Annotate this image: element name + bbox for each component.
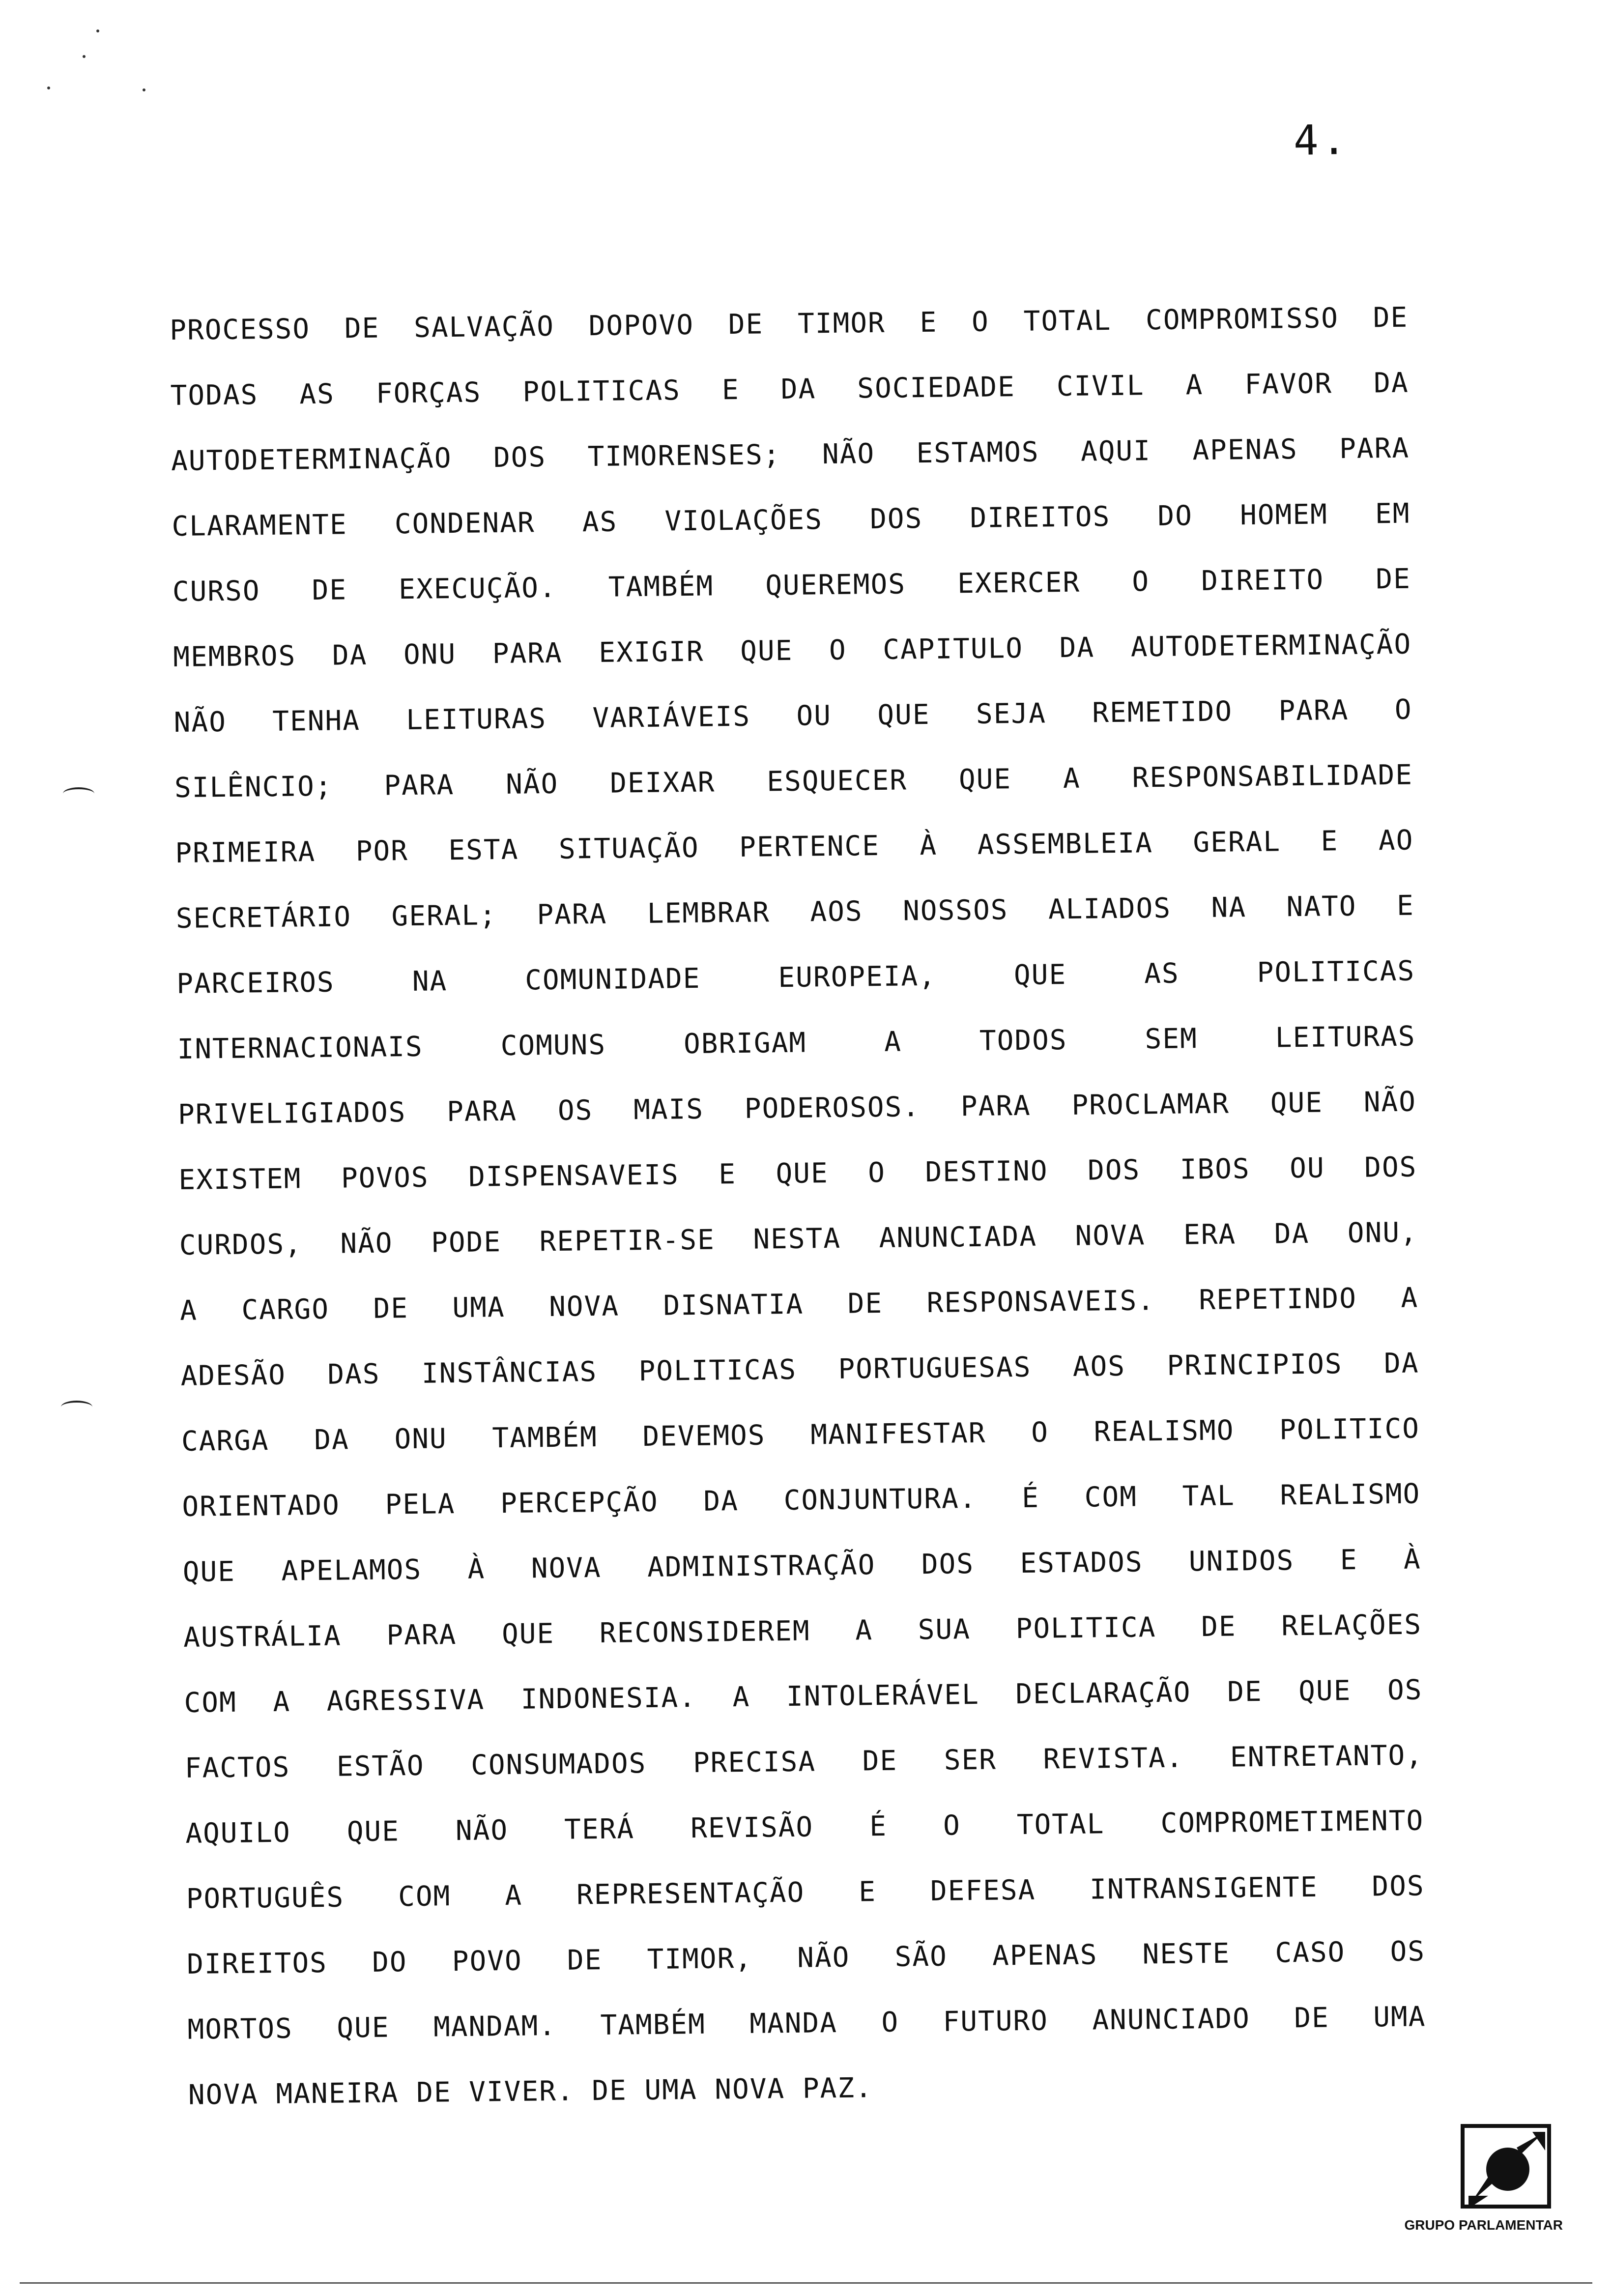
text-line: AQUILO QUE NÃO TERÁ REVISÃO É O TOTAL COMPROMETIMENTO bbox=[185, 1805, 1424, 1850]
scan-speck bbox=[96, 29, 99, 32]
document-body bbox=[170, 302, 1427, 2145]
text-line: NÃO TENHA LEITURAS VARIÁVEIS OU QUE SEJA REMETIDO PARA O bbox=[173, 693, 1412, 739]
text-line: DIREITOS DO POVO DE TIMOR, NÃO SÃO APENAS NESTE CASO OS bbox=[186, 1935, 1426, 1980]
text-line: TODAS AS FORÇAS POLITICAS E DA SOCIEDADE CIVIL A FAVOR DA bbox=[170, 367, 1409, 412]
text-line: NOVA MANEIRA DE VIVER. DE UMA NOVA PAZ. bbox=[188, 2072, 873, 2111]
text-line: COM A AGRESSIVA INDONESIA. A INTOLERÁVEL DECLARAÇÃO DE QUE OS bbox=[184, 1674, 1423, 1719]
text-line: PARCEIROS NA COMUNIDADE EUROPEIA, QUE AS POLITICAS bbox=[176, 955, 1415, 1000]
text-line: ORIENTADO PELA PERCEPÇÃO DA CONJUNTURA. É COM TAL REALISMO bbox=[182, 1478, 1421, 1523]
text-line: A CARGO DE UMA NOVA DISNATIA DE RESPONSAVEIS. REPETINDO A bbox=[179, 1282, 1419, 1327]
page-number: 4. bbox=[1293, 115, 1350, 165]
text-line: MEMBROS DA ONU PARA EXIGIR QUE O CAPITULO DA AUTODETERMINAÇÃO bbox=[173, 628, 1412, 673]
text-line: ADESÃO DAS INSTÂNCIAS POLITICAS PORTUGUESAS AOS PRINCIPIOS DA bbox=[180, 1347, 1419, 1392]
punch-hole-mark bbox=[63, 787, 94, 800]
text-line: INTERNACIONAIS COMUNS OBRIGAM A TODOS SEM LEITURAS bbox=[177, 1020, 1416, 1065]
text-line: CARGA DA ONU TAMBÉM DEVEMOS MANIFESTAR O REALISMO POLITICO bbox=[181, 1412, 1420, 1458]
text-line: CURSO DE EXECUÇÃO. TAMBÉM QUEREMOS EXERCER O DIREITO DE bbox=[172, 563, 1411, 608]
text-line: PROCESSO DE SALVAÇÃO DOPOVO DE TIMOR E O TOTAL COMPROMISSO DE bbox=[170, 301, 1409, 346]
grupo-parlamentar-logo-icon bbox=[1459, 2122, 1553, 2210]
text-line: CLARAMENTE CONDENAR AS VIOLAÇÕES DOS DIREITOS DO HOMEM EM bbox=[172, 497, 1410, 543]
scan-speck bbox=[47, 86, 50, 89]
text-line: CURDOS, NÃO PODE REPETIR-SE NESTA ANUNCIADA NOVA ERA DA ONU, bbox=[179, 1216, 1418, 1262]
text-line: AUSTRÁLIA PARA QUE RECONSIDEREM A SUA POLITICA DE RELAÇÕES bbox=[183, 1608, 1422, 1654]
text-line: EXISTEM POVOS DISPENSAVEIS E QUE O DESTINO DOS IBOS OU DOS bbox=[178, 1151, 1417, 1196]
text-line: PRIVELIGIADOS PARA OS MAIS PODEROSOS. PARA PROCLAMAR QUE NÃO bbox=[177, 1086, 1417, 1131]
scan-speck bbox=[143, 88, 145, 91]
text-line: PORTUGUÊS COM A REPRESENTAÇÃO E DEFESA INTRANSIGENTE DOS bbox=[186, 1870, 1425, 1915]
text-line: SILÊNCIO; PARA NÃO DEIXAR ESQUECER QUE A RESPONSABILIDADE bbox=[174, 759, 1413, 804]
punch-hole-mark bbox=[61, 1401, 92, 1413]
text-line: SECRETÁRIO GERAL; PARA LEMBRAR AOS NOSSOS ALIADOS NA NATO E bbox=[175, 890, 1415, 935]
bottom-divider bbox=[20, 2282, 1592, 2284]
logo-caption: GRUPO PARLAMENTAR bbox=[1404, 2217, 1563, 2233]
text-line: AUTODETERMINAÇÃO DOS TIMORENSES; NÃO ESTAMOS AQUI APENAS PARA bbox=[171, 432, 1410, 477]
scan-speck bbox=[83, 55, 86, 58]
text-line: PRIMEIRA POR ESTA SITUAÇÃO PERTENCE À ASSEMBLEIA GERAL E AO bbox=[175, 824, 1414, 869]
text-line: MORTOS QUE MANDAM. TAMBÉM MANDA O FUTURO ANUNCIADO DE UMA bbox=[187, 2001, 1426, 2046]
text-line: FACTOS ESTÃO CONSUMADOS PRECISA DE SER REVISTA. ENTRETANTO, bbox=[184, 1739, 1424, 1784]
text-line: QUE APELAMOS À NOVA ADMINISTRAÇÃO DOS ESTADOS UNIDOS E À bbox=[182, 1543, 1422, 1588]
